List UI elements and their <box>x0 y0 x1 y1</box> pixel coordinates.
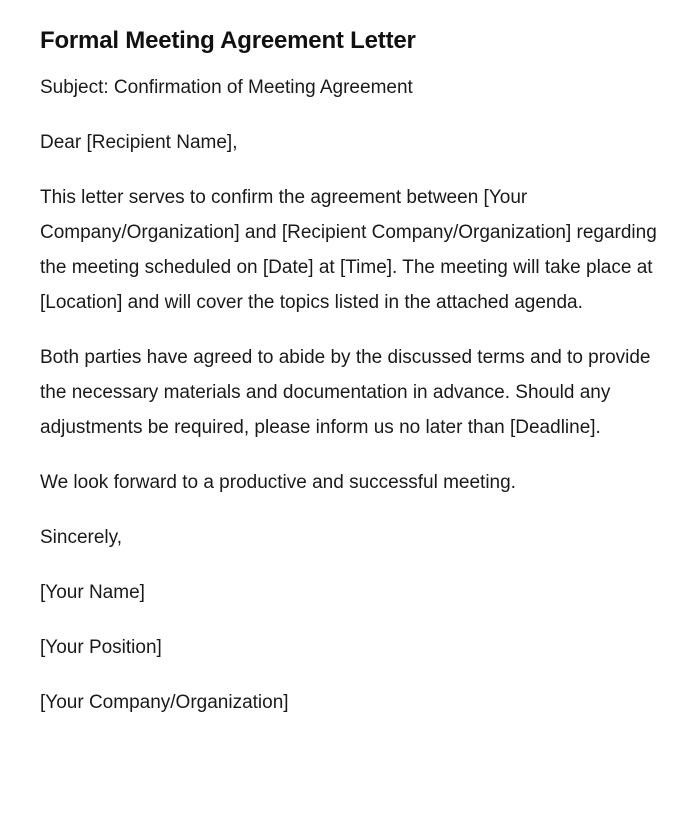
signature-name: [Your Name] <box>40 582 145 603</box>
salutation: Dear [Recipient Name], <box>40 132 238 153</box>
body-paragraph-confirmation: This letter serves to confirm the agreement between [Your Company/Organization] and [Recipient Company/Organization] regarding the meeting scheduled on [Date] at [Time]. The meeting will take place at [Location] and will cover the topics listed in the attached agenda. <box>40 187 657 313</box>
body-paragraph-closing-remark: We look forward to a productive and successful meeting. <box>40 472 516 493</box>
subject-line: Subject: Confirmation of Meeting Agreement <box>40 77 413 98</box>
body-paragraph-terms: Both parties have agreed to abide by the discussed terms and to provide the necessary materials and documentation in advance. Should any adjustments be required, please inform us no later than [Deadline]. <box>40 347 651 438</box>
signature-position: [Your Position] <box>40 637 162 658</box>
document-title: Formal Meeting Agreement Letter <box>40 27 416 54</box>
signature-organization: [Your Company/Organization] <box>40 692 289 713</box>
closing-line: Sincerely, <box>40 527 123 548</box>
